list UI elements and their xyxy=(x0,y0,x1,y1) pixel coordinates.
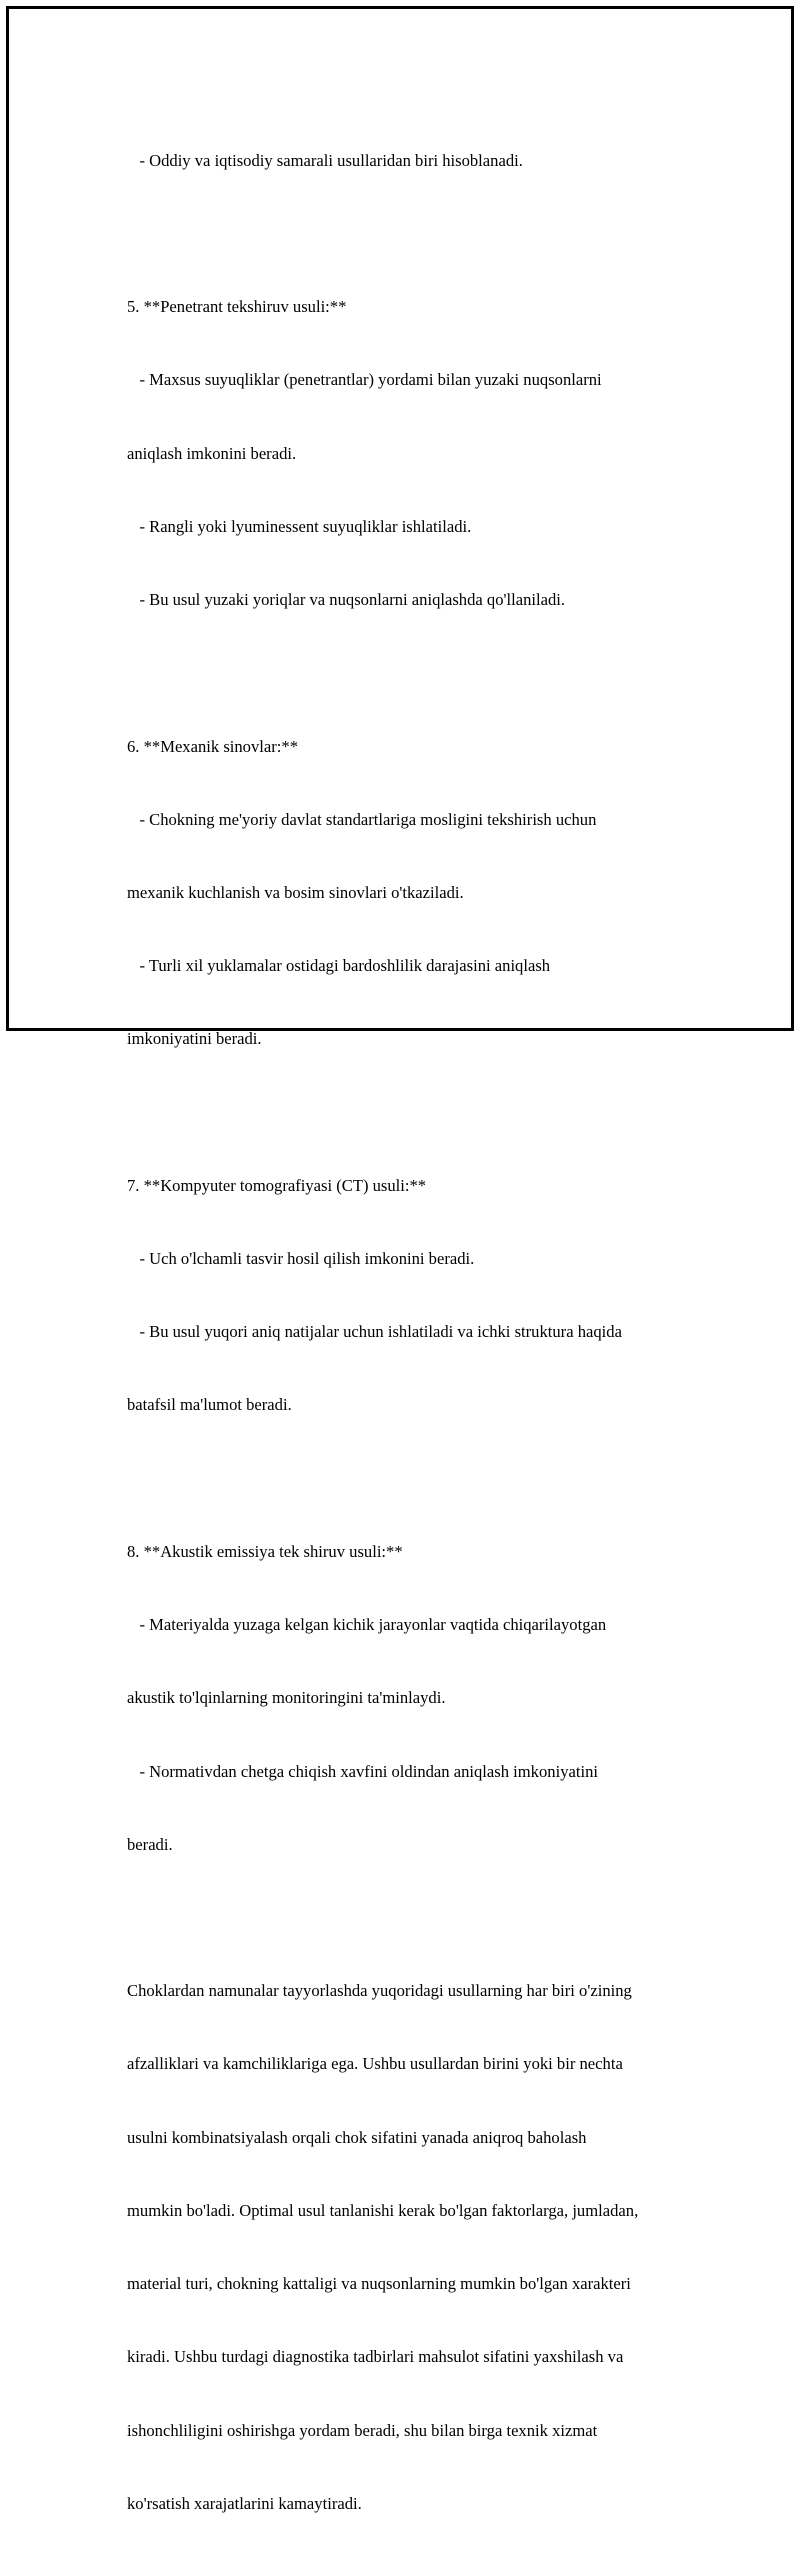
page-frame xyxy=(6,6,794,2513)
text-line: - Oddiy va iqtisodiy samarali usullaridan biri hisoblanadi. xyxy=(127,150,523,170)
section-heading-akustik: 8. **Akustik emissiya tek shiruv usuli:** xyxy=(127,1541,403,1561)
blank-line xyxy=(127,661,697,685)
text-line: beradi. xyxy=(127,1834,173,1854)
text-line: akustik to'lqinlarning monitoringini ta'minlaydi. xyxy=(127,1688,446,1708)
conclusion-line: kiradi. Ushbu turdagi diagnostika tadbirlari mahsulot sifatini yaxshilash va xyxy=(127,2347,624,2367)
blank-line xyxy=(127,1906,697,1930)
document-body xyxy=(127,100,697,2565)
section-heading-mexanik: 6. **Mexanik sinovlar:** xyxy=(127,736,298,756)
text-line: - Materiyalda yuzaga kelgan kichik jarayonlar vaqtida chiqarilayotgan xyxy=(127,1615,607,1635)
text-line: batafsil ma'lumot beradi. xyxy=(127,1395,292,1415)
text-line: - Uch o'lchamli tasvir hosil qilish imkonini beradi. xyxy=(127,1249,475,1269)
conclusion-line: ishonchliligini oshirishga yordam beradi, shu bilan birga texnik xizmat xyxy=(127,2420,598,2440)
text-line: - Bu usul yuqori aniq natijalar uchun ishlatiladi va ichki struktura haqida xyxy=(127,1322,622,1342)
conclusion-line: usulni kombinatsiyalash orqali chok sifatini yanada aniqroq baholash xyxy=(127,2127,587,2147)
section-heading-ct: 7. **Kompyuter tomografiyasi (CT) usuli:** xyxy=(127,1175,427,1195)
conclusion-line: material turi, chokning kattaligi va nuqsonlarning mumkin bo'lgan xarakteri xyxy=(127,2274,631,2294)
conclusion-line: Choklardan namunalar tayyorlashda yuqoridagi usullarning har biri o'zining xyxy=(127,1981,632,2001)
text-line: aniqlash imkonini beradi. xyxy=(127,443,297,463)
text-line: - Maxsus suyuqliklar (penetrantlar) yordami bilan yuzaki nuqsonlarni xyxy=(127,370,602,390)
text-line: - Rangli yoki lyuminessent suyuqliklar ishlatiladi. xyxy=(127,516,472,536)
text-line: - Turli xil yuklamalar ostidagi bardoshlilik darajasini aniqlash xyxy=(127,956,551,976)
conclusion-line: ko'rsatish xarajatlarini kamaytiradi. xyxy=(127,2493,362,2513)
section-heading-penetrant: 5. **Penetrant tekshiruv usuli:** xyxy=(127,297,347,317)
blank-line xyxy=(127,1467,697,1491)
blank-line xyxy=(127,222,697,246)
text-line: - Chokning me'yoriy davlat standartlariga mosligini tekshirish uchun xyxy=(127,809,597,829)
conclusion-line: mumkin bo'ladi. Optimal usul tanlanishi kerak bo'lgan faktorlarga, jumladan, xyxy=(127,2200,639,2220)
blank-line xyxy=(127,1101,697,1125)
text-line: - Bu usul yuzaki yoriqlar va nuqsonlarni aniqlashda qo'llaniladi. xyxy=(127,590,566,610)
text-line: - Normativdan chetga chiqish xavfini oldindan aniqlash imkoniyatini xyxy=(127,1761,598,1781)
text-line: imkoniyatini beradi. xyxy=(127,1029,262,1049)
text-line: mexanik kuchlanish va bosim sinovlari o'tkaziladi. xyxy=(127,882,464,902)
conclusion-line: afzalliklari va kamchiliklariga ega. Ushbu usullardan birini yoki bir nechta xyxy=(127,2054,623,2074)
